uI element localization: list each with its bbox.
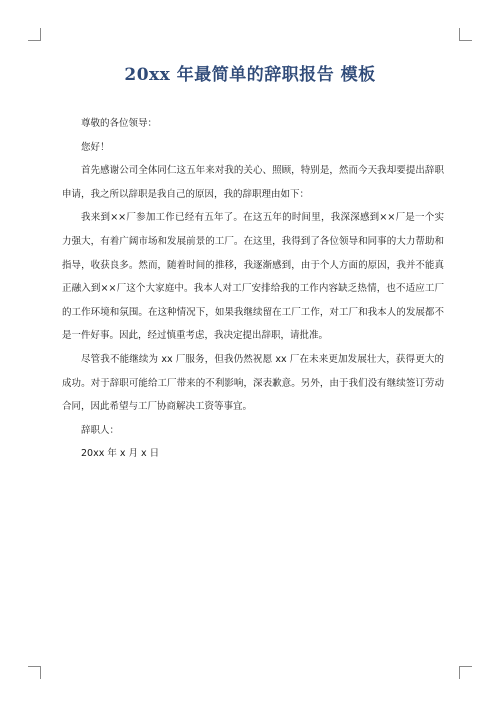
crop-mark-top-left (28, 28, 41, 41)
greeting: 您好！ (81, 141, 110, 153)
signer-label: 辞职人： (81, 424, 120, 436)
document-title: 20xx 年最简单的辞职报告 模板 (124, 65, 376, 85)
paragraph-intro: 首先感谢公司全体同仁这五年来对我的关心、照顾，特别是，然而今天我却要提出辞职申请，我之所以辞职是我自己的原因，我的辞职理由如下： (62, 165, 444, 200)
paragraph-closing: 尽管我不能继续为 xx 厂服务，但我仍然祝愿 xx 厂在未来更加发展壮大，获得更大的成功。对于辞职可能给工厂带来的不利影响，深表歉意。另外，由于我们没有继续签订劳动合同，因此希望与工厂协商解决工资等事宜。 (62, 353, 444, 413)
salutation: 尊敬的各位领导： (81, 118, 158, 129)
document-body (62, 112, 444, 466)
crop-mark-bottom-right (459, 666, 472, 679)
signature-date: 20xx 年 x 月 x 日 (81, 448, 160, 460)
paragraph-reason: 我来到××厂参加工作已经有五年了。在这五年的时间里，我深深感到××厂是一个实力强大，有着广阔市场和发展前景的工厂。在这里，我得到了各位领导和同事的大力帮助和指导，收获良多。然而，随着时间的推移，我逐渐感到，由于个人方面的原因，我并不能真正融入到××厂这个大家庭中。我本人对工厂安排给我的工作内容缺乏热情，也不适应工厂的工作环境和氛围。在这种情况下，如果我继续留在工厂工作，对工厂和我本人的发展都不是一件好事。因此，经过慎重考虑，我决定提出辞职，请批准。 (62, 212, 444, 342)
crop-mark-top-right (459, 28, 472, 41)
crop-mark-bottom-left (28, 666, 41, 679)
